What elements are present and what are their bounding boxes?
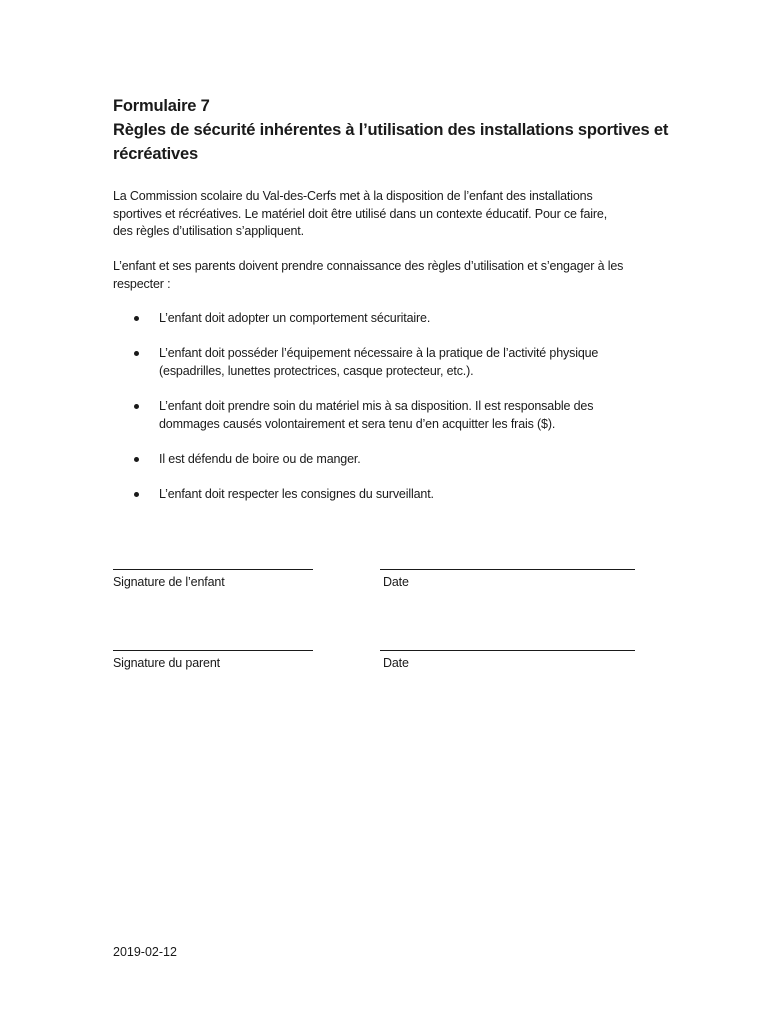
rule-line: L’enfant doit prendre soin du matériel mis à sa disposition. Il est responsable des xyxy=(159,398,594,413)
child-date-field[interactable] xyxy=(380,569,635,591)
rule-line: L’enfant doit posséder l’équipement nécessaire à la pratique de l’activité physique xyxy=(159,346,599,361)
rule-line: (espadrilles, lunettes protectrices, casque protecteur, etc.). xyxy=(159,363,474,378)
engagement-line: respecter : xyxy=(113,276,171,291)
intro-line: sportives et récréatives. Le matériel doit être utilisé dans un contexte éducatif. Pour ce faire, xyxy=(113,206,608,221)
engagement-line: L’enfant et ses parents doivent prendre connaissance des règles d’utilisation et s’engager à les xyxy=(113,259,624,273)
child-date-label: Date xyxy=(383,575,409,589)
intro-line: La Commission scolaire du Val-des-Cerfs met à la disposition de l’enfant des installations xyxy=(113,189,593,203)
engagement-paragraph xyxy=(113,258,658,293)
parent-signature-label: Signature du parent xyxy=(113,656,220,670)
form-heading xyxy=(113,94,673,166)
parent-signature-field[interactable] xyxy=(113,650,313,672)
bullet-icon xyxy=(134,316,139,321)
rules-list xyxy=(113,310,658,521)
child-signature-label: Signature de l’enfant xyxy=(113,575,225,589)
form-subtitle-line: Règles de sécurité inhérentes à l’utilisation des installations sportives et xyxy=(113,121,669,139)
rule-item xyxy=(113,451,658,469)
rule-line: dommages causés volontairement et sera tenu d’en acquitter les frais ($). xyxy=(159,416,556,431)
rule-item xyxy=(113,398,658,433)
rule-line: L’enfant doit respecter les consignes du surveillant. xyxy=(159,486,434,501)
date-line xyxy=(380,569,635,570)
intro-paragraph xyxy=(113,188,658,241)
intro-line: des règles d’utilisation s’appliquent. xyxy=(113,224,304,239)
footer-date: 2019-02-12 xyxy=(113,945,177,959)
rule-line: Il est défendu de boire ou de manger. xyxy=(159,451,361,466)
signature-line xyxy=(113,650,313,651)
signature-line xyxy=(113,569,313,570)
bullet-icon xyxy=(134,351,139,356)
parent-date-label: Date xyxy=(383,656,409,670)
form-title: Formulaire 7 xyxy=(113,97,210,115)
bullet-icon xyxy=(134,404,139,409)
rule-item xyxy=(113,486,658,504)
rule-item xyxy=(113,310,658,328)
bullet-icon xyxy=(134,457,139,462)
rule-line: L’enfant doit adopter un comportement sécuritaire. xyxy=(159,311,431,325)
form-subtitle-line: récréatives xyxy=(113,145,198,163)
rule-item xyxy=(113,345,658,380)
bullet-icon xyxy=(134,492,139,497)
child-signature-field[interactable] xyxy=(113,569,313,591)
date-line xyxy=(380,650,635,651)
parent-date-field[interactable] xyxy=(380,650,635,672)
